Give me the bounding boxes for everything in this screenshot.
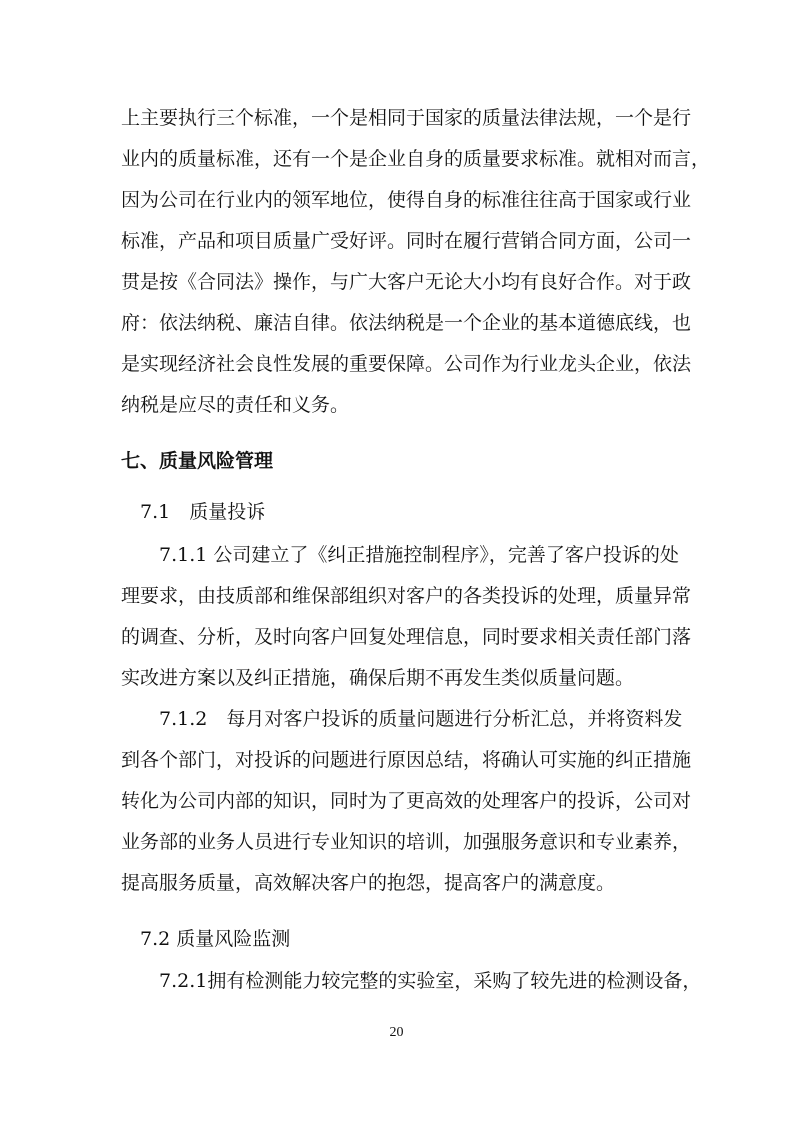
body-text-line: 业务部的业务人员进行专业知识的培训，加强服务意识和专业素养，: [121, 831, 692, 853]
body-text-line: 标准，产品和项目质量广受好评。同时在履行营销合同方面，公司一: [121, 230, 692, 252]
body-text-line: 贯是按《合同法》操作，与广大客户无论大小均有良好合作。对于政: [121, 271, 692, 293]
body-text-line: 转化为公司内部的知识，同时为了更高效的处理客户的投诉，公司对: [121, 790, 692, 812]
body-text-line: 纳税是应尽的责任和义务。: [121, 394, 350, 416]
subsection-heading: 7.1 质量投诉: [140, 501, 266, 523]
body-text-line: 的调查、分析，及时向客户回复处理信息，同时要求相关责任部门落: [121, 626, 692, 648]
body-text-line: 7.1.1 公司建立了《纠正措施控制程序》，完善了客户投诉的处: [159, 544, 679, 566]
body-text-line: 府：依法纳税、廉洁自律。依法纳税是一个企业的基本道德底线，也: [121, 312, 692, 334]
body-text-line: 业内的质量标准，还有一个是企业自身的质量要求标准。就相对而言，: [121, 148, 711, 170]
body-text-line: 7.1.2 每月对客户投诉的质量问题进行分析汇总，并将资料发: [159, 708, 683, 730]
body-text-line: 到各个部门，对投诉的问题进行原因总结，将确认可实施的纠正措施: [121, 749, 692, 771]
subsection-heading: 7.2 质量风险监测: [140, 928, 291, 950]
page-number: 20: [389, 1025, 404, 1040]
body-text-line: 理要求，由技质部和维保部组织对客户的各类投诉的处理，质量异常: [121, 585, 692, 607]
body-text-line: 实改进方案以及纠正措施，确保后期不再发生类似质量问题。: [121, 667, 635, 689]
section-heading: 七、质量风险管理: [121, 450, 274, 472]
body-text-line: 是实现经济社会良性发展的重要保障。公司作为行业龙头企业，依法: [121, 353, 692, 375]
body-text-line: 因为公司在行业内的领军地位，使得自身的标准往往高于国家或行业: [121, 189, 692, 211]
body-text-line: 上主要执行三个标准，一个是相同于国家的质量法律法规，一个是行: [121, 107, 692, 129]
body-text-line: 7.2.1拥有检测能力较完整的实验室，采购了较先进的检测设备，: [159, 970, 702, 992]
body-text-line: 提高服务质量，高效解决客户的抱怨，提高客户的满意度。: [121, 872, 616, 894]
